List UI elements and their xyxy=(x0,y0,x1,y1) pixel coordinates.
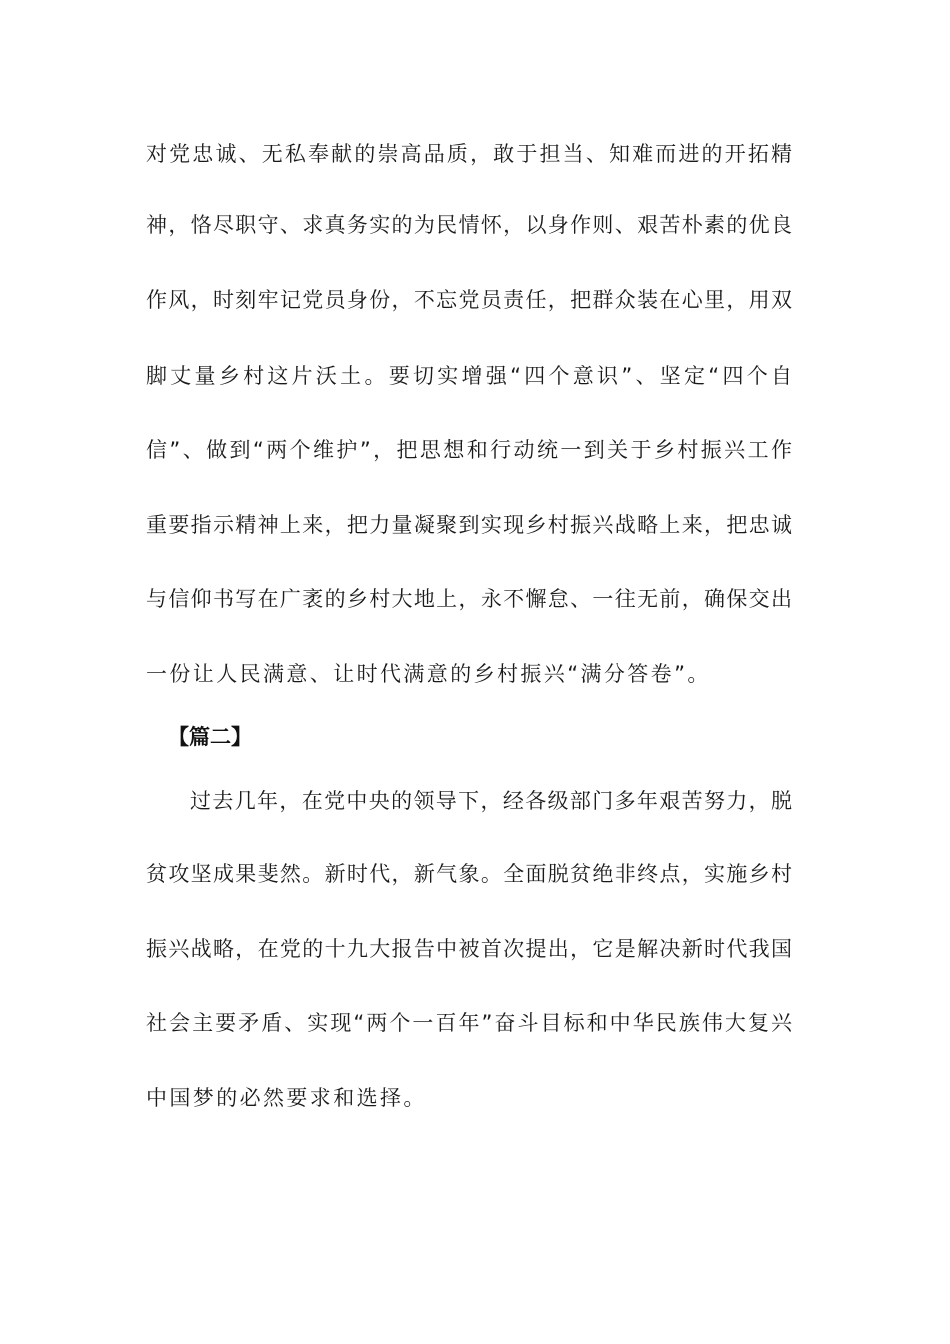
paragraph-1-line-1: 对党忠诚、无私奉献的崇高品质，敢于担当、知难而进的开拓精 xyxy=(146,142,792,166)
paragraph-1-line-7: 与信仰书写在广袤的乡村大地上，永不懈怠、一往无前，确保交出 xyxy=(146,587,792,611)
paragraph-1-line-8: 一份让人民满意、让时代满意的乡村振兴“满分答卷”。 xyxy=(146,662,711,686)
section-heading: 【篇二】 xyxy=(168,725,252,749)
paragraph-1-line-5: 信”、做到“两个维护”，把思想和行动统一到关于乡村振兴工作 xyxy=(146,438,792,462)
paragraph-2-line-5: 中国梦的必然要求和选择。 xyxy=(146,1086,427,1110)
paragraph-2-line-2: 贫攻坚成果斐然。新时代，新气象。全面脱贫绝非终点，实施乡村 xyxy=(146,862,792,886)
paragraph-2-line-3: 振兴战略，在党的十九大报告中被首次提出，它是解决新时代我国 xyxy=(146,937,792,961)
paragraph-1-line-3: 作风，时刻牢记党员身份，不忘党员责任，把群众装在心里，用双 xyxy=(146,288,792,312)
paragraph-2-line-1: 过去几年，在党中央的领导下，经各级部门多年艰苦努力，脱 xyxy=(190,789,792,813)
paragraph-1-line-6: 重要指示精神上来，把力量凝聚到实现乡村振兴战略上来，把忠诚 xyxy=(146,513,792,537)
paragraph-1-line-2: 神，恪尽职守、求真务实的为民情怀，以身作则、艰苦朴素的优良 xyxy=(146,213,792,237)
paragraph-2-line-4: 社会主要矛盾、实现“两个一百年”奋斗目标和中华民族伟大复兴 xyxy=(146,1011,792,1035)
paragraph-1-line-4: 脚丈量乡村这片沃土。要切实增强“四个意识”、坚定“四个自 xyxy=(146,364,792,388)
